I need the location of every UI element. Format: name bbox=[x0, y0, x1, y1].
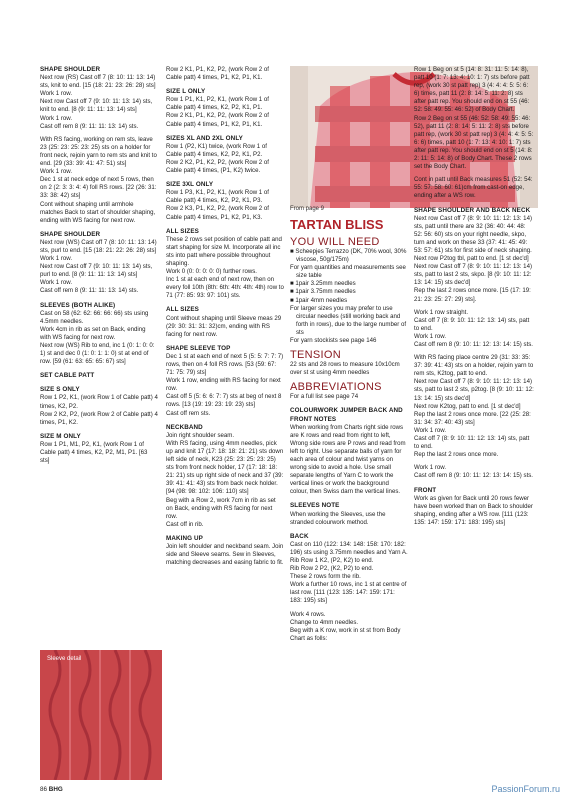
material-item: ■ 1pair 3.25mm needles bbox=[290, 280, 356, 288]
instruction-text: Row 2 Beg on st 55 (46: 52: 58: 49: 55: 46: 52), patt 11 (2: 8: 14: 5: 11: 2: 8) sts before patt rep, (work 30 st patt rep) 3 (4: 4: 4: 5: 5: 6: 6) times, patt 10 (1: 7: 13: 4: 10: 1: 7) sts after patt rep. You should end on st 5 (14: 8: 2: 11: 5: 14: 8) of Body Chart. These 2 rows set the Body Chart. bbox=[414, 114, 534, 171]
abbreviations-heading: ABBREVIATIONS bbox=[290, 381, 382, 394]
materials-list bbox=[290, 248, 408, 345]
instruction-text: Row 1 P2, K1, (work Row 1 of Cable patt) 4 times, K2, P2. bbox=[40, 394, 158, 410]
photo-caption: Sleeve detail bbox=[47, 656, 82, 662]
column-3 bbox=[290, 216, 408, 643]
instruction-text: Row 2 K2, P2, (work Row 2 of Cable patt) 4 times, P1, K2. bbox=[40, 410, 158, 426]
section-heading: SIZE S ONLY bbox=[40, 386, 80, 394]
instruction-text: Cast off 7 (8: 9: 10: 11: 12: 13: 14) sts, patt to end. bbox=[414, 316, 530, 332]
instruction-text: Row 1 (P2, K1) twice, (work Row 1 of Cable patt) 4 times, K2, P2, K1, P2. bbox=[166, 142, 267, 158]
instruction-text: Row 1 Beg on st 5 (14: 8: 31: 11: 5: 14: 8), patt 10 (1: 7: 13: 4: 10: 1: 7) sts before patt rep, (work 30 st patt rep) 3 (4: 4: 4: 5: 5: 6: 6) times, patt 11 (2: 8: 14: 5: 11: 2: 8) sts after patt rep. You should end on st 55 (46: 52: 58: 49: 55: 46: 52) of Body Chart. bbox=[414, 66, 530, 114]
page-footer bbox=[40, 786, 63, 793]
instruction-text: Work 4 rows. bbox=[290, 610, 326, 618]
tension-text: 22 sts and 28 rows to measure 10x10cm over st st using 4mm needles bbox=[290, 361, 400, 377]
instruction-text: Beg with a K row, work in st st from Body Chart as folls: bbox=[290, 626, 401, 642]
instruction-text: Work 1 row. bbox=[40, 168, 73, 176]
section-heading: FRONT bbox=[414, 486, 437, 494]
instruction-text: Cast off rem sts. bbox=[166, 409, 211, 417]
instruction-text: Work 4cm in rib as set on Back, ending with WS facing for next row. bbox=[40, 325, 146, 341]
instruction-text: Dec 1 st at each end of next 5 (5: 5: 7: 7: 7) rows, then on 4 foll RS rows. [53 (59: 67: 71: 75: 79) sts] bbox=[166, 352, 284, 377]
back-heading: BACK bbox=[290, 532, 309, 540]
instruction-text: Row 2 K3, P1, K2, P2, (work Row 2 of Cable patt) 4 times, P1, K2, P1, K3. bbox=[166, 205, 269, 221]
instruction-text: Rep the last 2 rows once more. [22 (25: 28: 31: 34: 37: 40: 43) sts] bbox=[414, 410, 531, 426]
instruction-text: Work 1 row straight. bbox=[414, 308, 469, 316]
section-heading: SHAPE SLEEVE TOP bbox=[166, 344, 231, 352]
instruction-text: Row 2 K1, P1, K2, P2, (work Row 2 of Cable patt) 4 times, P1, K2, P1, K1. bbox=[166, 66, 269, 82]
instruction-text: Change to 4mm needles. bbox=[290, 618, 359, 626]
watermark: PassionForum.ru bbox=[491, 784, 560, 794]
abbreviations-text: For a full list see page 74 bbox=[290, 393, 359, 401]
material-item: For yarn quantities and measurements see size table bbox=[290, 264, 406, 280]
instruction-text: With RS facing, working on rem sts, leave 23 (25: 23: 25: 23: 25) sts on a holder for front neck, rejoin yarn to rem sts and knit to end. [29 (33: 39: 41: 47: 51) sts] bbox=[40, 135, 157, 168]
instruction-text: Join right shoulder seam. bbox=[166, 431, 235, 439]
instruction-text: Next row (RS) Cast off 7 (8: 10: 11: 13: 14) sts, knit to end. [15 (18: 21: 23: 26: 28) sts] bbox=[40, 74, 156, 90]
section-heading: SHAPE SHOULDER AND BACK NECK bbox=[414, 206, 531, 214]
instruction-text: Work 1 row. bbox=[40, 279, 73, 287]
material-item: ■ 1pair 4mm needles bbox=[290, 296, 348, 304]
you-will-need-heading: YOU WILL NEED bbox=[290, 236, 380, 248]
instruction-text: Next row P2tog tbl, patt to end. [1 st dec'd] bbox=[414, 255, 529, 263]
instruction-text: With RS facing, using 4mm needles, pick up and knit 17 (17: 18: 18: 21: 21) sts down left side of neck, K23 (25: 23: 25: 23: 25) sts from front neck holder, 17 (17: 18: 18: 21: 21) sts up right side of neck and 37 (39: 39: 41: 41: 43) sts from back neck holder. [94 (98: 98: 102: 106: 110) sts] bbox=[166, 439, 284, 496]
instruction-text: Cast off rem 8 (9: 11: 11: 13: 14) sts. bbox=[40, 122, 139, 130]
instruction-text: Dec 1 st at neck edge of next 5 rows, then on 2 (2: 3: 3: 4: 4) foll RS rows. [22 (26: 31: 33: 38: 42) sts] bbox=[40, 176, 157, 200]
instruction-text: Beg with a Row 2, work 7cm in rib as set on Back, ending with RS facing for next row. bbox=[166, 496, 276, 520]
instruction-text: Next row Cast off 7 (8: 9: 10: 11: 12: 13: 14) sts, patt to last 2 sts, p2tog. [8 (9: 10: 11: 12: 13: 14: 15) sts dec'd] bbox=[414, 378, 534, 402]
instruction-text: Cast off 7 (8: 9: 10: 11: 12: 13: 14) sts, patt to end. bbox=[414, 435, 530, 451]
column-4 bbox=[414, 66, 534, 527]
instruction-text: Cont without shaping until armhole matches Back to start of shoulder shaping, ending with WS facing for next row. bbox=[40, 200, 156, 224]
instruction-text: Next row (WS) Rib to end, inc 1 (0: 1: 0: 0: 1) st and dec 0 (1: 0: 1: 1: 0) st at end of row. [59 (61: 63: 65: 65: 67) sts] bbox=[40, 342, 155, 366]
instruction-text: These 2 rows set position of cable patt and start shaping for size M. Incorporate all inc sts into patt where possible throughout shaping. bbox=[166, 235, 282, 267]
sleeves-note-heading: SLEEVES NOTE bbox=[290, 502, 340, 510]
colourwork-text: When working from Charts right side rows are K rows and read from right to left, Wrong side rows are P rows and read from left to right. Use separate balls of yarn for each area of colour and twist yarns on wrong side to avoid a hole. Use small separate lengths of Yarn C to work the vertical lines or work the background colour, then Swiss darn the vertical lines. bbox=[290, 423, 406, 496]
instruction-text: Work 1 row. bbox=[414, 332, 447, 340]
instruction-text: Rep the last 2 rows once more. [15 (17: 19: 21: 23: 25: 27: 29) sts]. bbox=[414, 287, 531, 303]
instruction-text: Work 0 (0: 0: 0: 0: 0) further rows. bbox=[166, 268, 257, 276]
instruction-text: Next row Cast off 7 (8: 9: 10: 11: 12: 13: 14) sts, patt until there are 32 (36: 40: 44: 48: 52: 56: 60) sts on your right needle, skpo, turn and work on these 33 (37: 41: 45: 49: 53: 57: 61) sts for first side of neck shaping. bbox=[414, 214, 532, 254]
instruction-text: Cont in patt until Back measures 51 (52: 54: 55: 57: 58: 60: 61)cm from cast-on edge, ending after a WS row. bbox=[414, 176, 533, 200]
section-heading: SIZE L ONLY bbox=[166, 88, 206, 96]
material-item: For larger sizes you may prefer to use circular needles (still working back and forth in rows), due to the large number of sts bbox=[290, 304, 407, 336]
instruction-text: Next row Cast off 7 (9: 10: 11: 13: 14) sts, knit to end. [8 (9: 11: 11: 13: 14) sts] bbox=[40, 98, 153, 114]
instruction-text: Work 1 row. bbox=[40, 114, 73, 122]
instruction-text: Inc 1 st at each end of next row, then on every foll 10th (8th: 6th: 4th: 4th: 4th) row to 71 (77: 85: 93: 97: 101) sts. bbox=[166, 276, 284, 300]
section-heading: SHAPE SHOULDER bbox=[40, 230, 101, 238]
from-page: From page 9 bbox=[290, 206, 325, 212]
section-heading: SIZE 3XL ONLY bbox=[166, 181, 214, 189]
instruction-text: Next row Cast off 7 (8: 9: 10: 11: 12: 13: 14) sts, patt to last 2 sts, skpo. [8 (9: 10: 11: 12: 13: 14: 15) sts dec'd] bbox=[414, 263, 532, 287]
instruction-text: Cast on 58 (62: 62: 66: 66: 66) sts using 4.5mm needles. bbox=[40, 309, 149, 325]
colourwork-heading: COLOURWORK JUMPER BACK AND FRONT NOTES bbox=[290, 407, 403, 423]
section-heading: ALL SIZES bbox=[166, 306, 199, 314]
sleeve-detail-photo bbox=[40, 650, 162, 780]
instruction-text: Cast off rem 8 (9: 10: 11: 12: 13: 14: 15) sts. bbox=[414, 341, 534, 348]
instruction-text: Cast off rem 8 (9: 11: 11: 13: 14) sts. bbox=[40, 287, 139, 295]
material-item: For yarn stockists see page 146 bbox=[290, 337, 377, 345]
instruction-text: With RS facing place centre 29 (31: 33: 35: 37: 39: 41: 43) sts on a holder, rejoin yarn to rem sts, K2tog, patt to end. bbox=[414, 354, 534, 378]
instruction-text: Row 2 K1, P1, K2, P2, (work Row 2 of Cable patt) 4 times, P1, K2, P1, K1. bbox=[166, 112, 269, 128]
instruction-text: Row 1 P1, M1, P2, K1, (work Row 1 of Cable patt) 4 times, K2, P2, M1, P1. [63 sts] bbox=[40, 440, 148, 465]
instruction-text: Row 1 P3, K1, P2, K1, (work Row 1 of Cable patt) 4 times, K2, P2, K1, P3. bbox=[166, 189, 269, 205]
column-2 bbox=[166, 66, 284, 567]
instruction-text: Next row (WS) Cast off 7 (8: 10: 11: 13: 14) sts, purl to end. [15 (18: 21: 22: 26: 28) sts] bbox=[40, 238, 157, 254]
section-heading: SET CABLE PATT bbox=[40, 372, 95, 380]
rib-row-2: Rib Row 2 P2, (K2, P2) to end. bbox=[290, 565, 374, 573]
pattern-title: TARTAN BLISS bbox=[290, 217, 384, 232]
section-heading: SHAPE SHOULDER bbox=[40, 66, 101, 73]
instruction-text: Next row K2tog, patt to end. [1 st dec'd] bbox=[414, 402, 521, 410]
material-item: ■ Scheepjes Terrazzo (DK, 70% wool, 30% viscose, 50g/175m) bbox=[290, 248, 407, 264]
section-heading: MAKING UP bbox=[166, 534, 203, 542]
back-cast-on: Cast on 110 (122: 134: 148: 158: 170: 182: 196) sts using 3.75mm needles and Yarn A. bbox=[290, 540, 408, 556]
tension-heading: TENSION bbox=[290, 349, 341, 362]
page-number: 86 bbox=[40, 786, 48, 793]
section-heading: SIZE M ONLY bbox=[40, 432, 81, 440]
rib-row-1: Rib Row 1 K2, (P2, K2) to end. bbox=[290, 557, 374, 564]
instruction-text: Work 1 row, ending with RS facing for next row. bbox=[166, 377, 281, 393]
column-3-rest bbox=[290, 611, 408, 643]
instruction-text: Work 1 row. bbox=[414, 464, 447, 472]
section-heading: SIZES XL AND 2XL ONLY bbox=[166, 134, 243, 142]
instruction-text: Next row Cast off 7 (9: 10: 11: 13: 14) sts, purl to end. [8 (9: 11: 11: 13: 14) sts] bbox=[40, 263, 153, 279]
sleeves-note-text: When working the Sleeves, use the stranded colourwork method. bbox=[290, 510, 386, 526]
instruction-text: Work 1 row. bbox=[40, 90, 73, 98]
material-item: ■ 1pair 3.75mm needles bbox=[290, 288, 356, 296]
instruction-text: Work 1 row. bbox=[414, 426, 447, 434]
instruction-text: Cast off rem 8 (9: 10: 11: 12: 13: 14: 15) sts. bbox=[414, 472, 534, 480]
instruction-text: Work 1 row. bbox=[40, 255, 73, 263]
section-heading: NECKBAND bbox=[166, 423, 203, 431]
instruction-text: Work as given for Back until 20 rows fewer have been worked than on Back to shoulder shaping, ending after a WS row. [111 (123: 135: 147: 159: 171: 183: 195) sts] bbox=[414, 494, 533, 526]
instruction-text: Cast off in rib. bbox=[166, 520, 204, 528]
column-1 bbox=[40, 66, 158, 465]
instruction-text: Row 2 K2, P1, K2, P2, (work Row 2 of Cable patt) 4 times, (P1, K2) twice. bbox=[166, 158, 269, 175]
instruction-text: Cont without shaping until Sleeve meas 29 (29: 30: 31: 31: 32)cm, ending with RS facing for next row. bbox=[166, 314, 282, 338]
rib-further: Work a further 10 rows, inc 1 st at centre of last row. [111 (123: 135: 147: 159: 171: 183: 195) sts] bbox=[290, 581, 407, 605]
rib-form: These 2 rows form the rib. bbox=[290, 573, 361, 581]
instruction-text: Rep the last 2 rows once more. bbox=[414, 451, 499, 459]
magazine-name: BHG bbox=[48, 786, 63, 793]
instruction-text: Cast off 5 (5: 6: 6: 7: 7) sts at beg of next 8 rows. [13 (19: 19: 23: 19: 23) sts] bbox=[166, 393, 282, 409]
section-heading: SLEEVES (BOTH ALIKE) bbox=[40, 301, 116, 309]
instruction-text: Row 1 P1, K1, P2, K1, (work Row 1 of Cable patt) 4 times, K2, P2, K1, P1. bbox=[166, 96, 269, 112]
section-heading: ALL SIZES bbox=[166, 227, 199, 235]
instruction-text: Join left shoulder and neckband seam. Join side and Sleeve seams. Sew in Sleeves, matching decreases and easing fabric to fit. bbox=[166, 542, 284, 567]
